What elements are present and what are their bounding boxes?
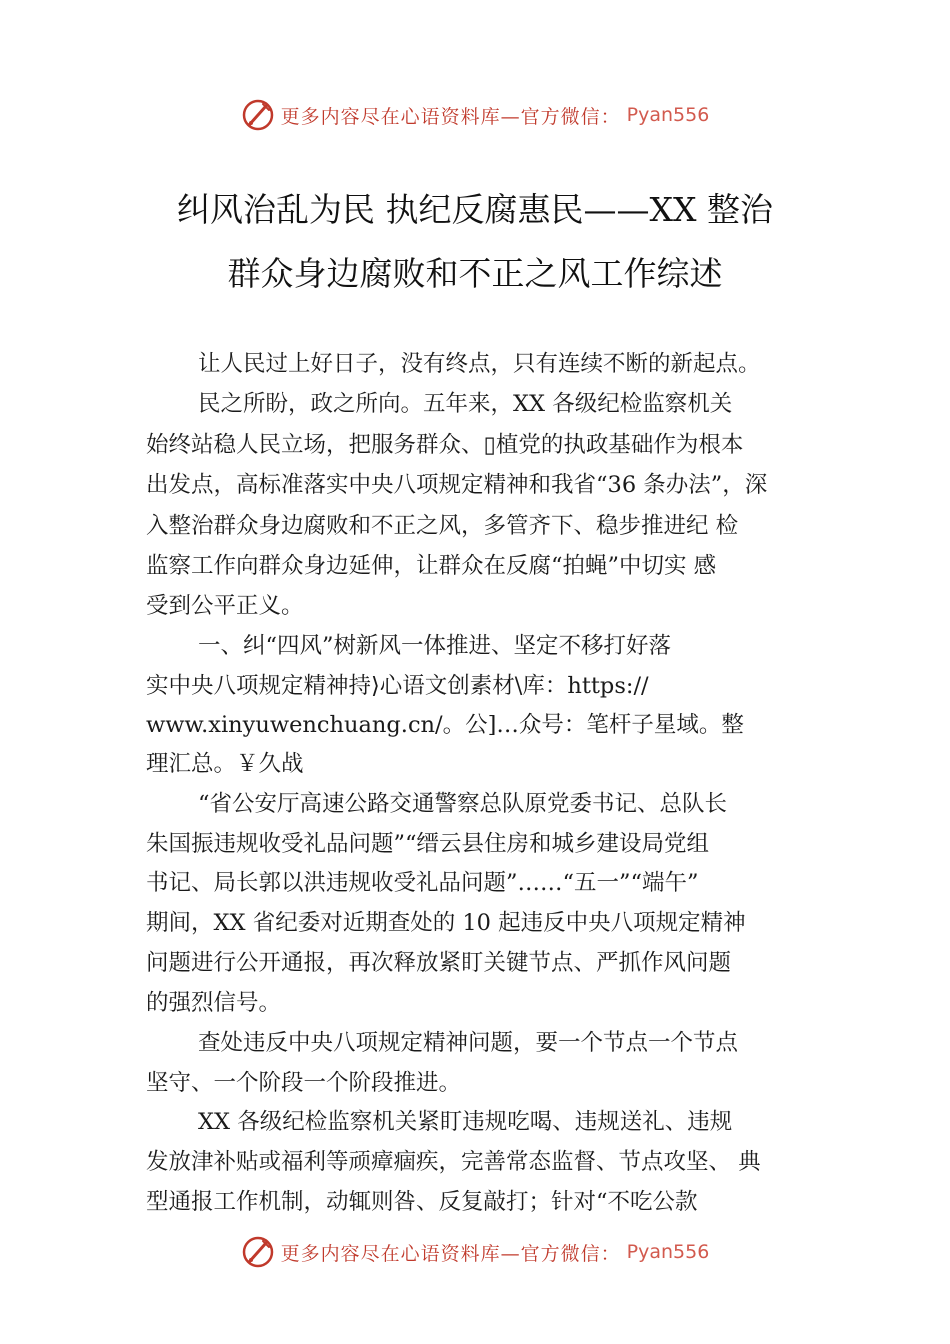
body-line: 让人民过上好日子，没有终点，只有连续不断的新起点。: [198, 351, 761, 377]
banner-text: 更多内容尽在心语资料库—官方微信：: [280, 1242, 621, 1265]
wechat-id: Pyan556: [626, 1241, 710, 1263]
document-title-line-1: 纠风治乱为民 执纪反腐惠民——XX 整治: [177, 190, 773, 229]
body-line: 发放津补贴或福利等顽瘴痼疾，完善常态监督、节点攻坚、 典: [146, 1149, 761, 1175]
body-line: “省公安厅高速公路交通警察总队原党委书记、总队长: [198, 791, 728, 817]
header-banner: [0, 95, 950, 135]
body-line: 受到公平正义。: [146, 593, 304, 619]
body-line: 民之所盼，政之所向。五年来，XX 各级纪检监察机关: [198, 391, 733, 417]
pen-logo-icon: [241, 98, 275, 132]
wechat-id: Pyan556: [626, 104, 710, 126]
body-line: 问题进行公开通报，再次释放紧盯关键节点、严抓作风问题: [146, 950, 732, 976]
body-line: 入整治群众身边腐败和不正之风，多管齐下、稳步推进纪 检: [146, 513, 739, 539]
body-line: XX 各级纪检监察机关紧盯违规吃喝、违规送礼、违规: [198, 1109, 733, 1135]
body-line: 书记、局长郭以洪违规收受礼品问题”……“五一”“端午”: [146, 870, 699, 896]
body-line: 查处违反中央八项规定精神问题，要一个节点一个节点: [198, 1030, 739, 1056]
document-title-line-2: 群众身边腐败和不正之风工作综述: [227, 254, 723, 293]
body-line: 朱国振违规收受礼品问题”“缙云县住房和城乡建设局党组: [146, 831, 710, 857]
body-line: 期间，XX 省纪委对近期查处的 10 起违反中央八项规定精神: [146, 910, 746, 936]
body-line: 的强烈信号。: [146, 990, 282, 1016]
body-line: 实中央八项规定精神持⟩心语文创素材\库：https://: [146, 673, 649, 699]
body-line: 型通报工作机制，动辄则咎、反复敲打；针对“不吃公款: [146, 1189, 698, 1215]
banner-text: 更多内容尽在心语资料库—官方微信：: [280, 105, 621, 128]
body-line: 坚守、一个阶段一个阶段推进。: [146, 1070, 462, 1096]
footer-banner: [0, 1232, 950, 1272]
body-line: 始终站稳人民立场，把服务群众、▯植党的执政基础作为根本: [146, 432, 744, 458]
body-line: 理汇总。￥久战: [146, 751, 304, 777]
body-line: 监察工作向群众身边延伸，让群众在反腐“拍蝇”中切实 感: [146, 553, 717, 579]
body-line: 出发点，高标准落实中央八项规定精神和我省“36 条办法”，深: [146, 472, 768, 498]
pen-logo-icon: [241, 1235, 275, 1269]
body-line: www.xinyuwenchuang.cn/。公]…众号：笔杆子星域。整: [146, 712, 744, 738]
section-heading: 一、纠“四风”树新风一体推进、坚定不移打好落: [198, 633, 672, 659]
